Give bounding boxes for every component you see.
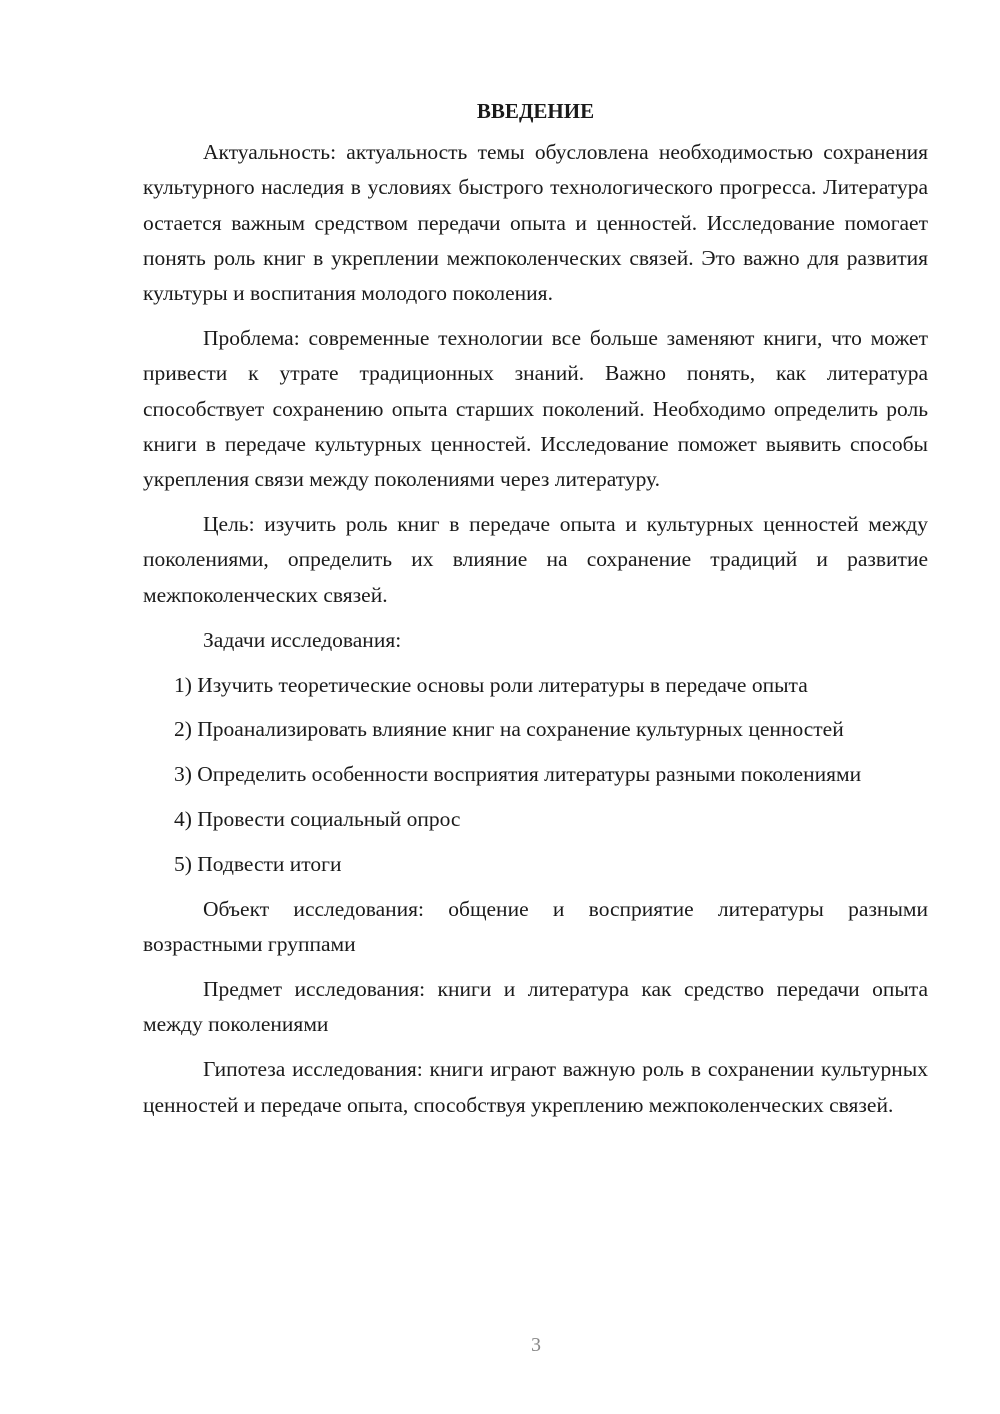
paragraph-hypothesis: Гипотеза исследования: книги играют важную роль в сохранении культурных ценностей и передаче опыта, способствуя укреплению межпоколенческих связей. [143, 1057, 928, 1117]
paragraph-subject: Предмет исследования: книги и литература как средство передачи опыта между поколениями [143, 977, 928, 1037]
task-item-2: 2) Проанализировать влияние книг на сохранение культурных ценностей [174, 717, 844, 742]
tasks-heading: Задачи исследования: [203, 627, 402, 652]
paragraph-problem: Проблема: современные технологии все больше заменяют книги, что может привести к утрате традиционных знаний. Важно понять, как литература способствует сохранению опыта старших поколений. Необходимо определить роль книги в передаче культурных ценностей. Исследование поможет выявить способы укрепления связи между поколениями через литературу. [143, 326, 928, 492]
section-title: ВВЕДЕНИЕ [476, 99, 595, 123]
page-number: 3 [531, 1334, 541, 1356]
task-item-5: 5) Подвести итоги [174, 852, 342, 877]
task-item-4: 4) Провести социальный опрос [174, 807, 461, 832]
task-item-3: 3) Определить особенности восприятия литературы разными поколениями [174, 762, 862, 787]
paragraph-relevance: Актуальность: актуальность темы обусловлена необходимостью сохранения культурного наследия в условиях быстрого технологического прогресса. Литература остается важным средством передачи опыта и ценностей. Исследование помогает понять роль книг в укреплении межпоколенческих связей. Это важно для развития культуры и воспитания молодого поколения. [143, 140, 928, 306]
task-item-1: 1) Изучить теоретические основы роли литературы в передаче опыта [174, 672, 808, 697]
paragraph-object: Объект исследования: общение и восприятие литературы разными возрастными группами [143, 896, 928, 957]
page-content [143, 96, 928, 1133]
paragraph-goal: Цель: изучить роль книг в передаче опыта и культурных ценностей между поколениями, определить их влияние на сохранение традиций и развитие межпоколенческих связей. [143, 512, 928, 607]
